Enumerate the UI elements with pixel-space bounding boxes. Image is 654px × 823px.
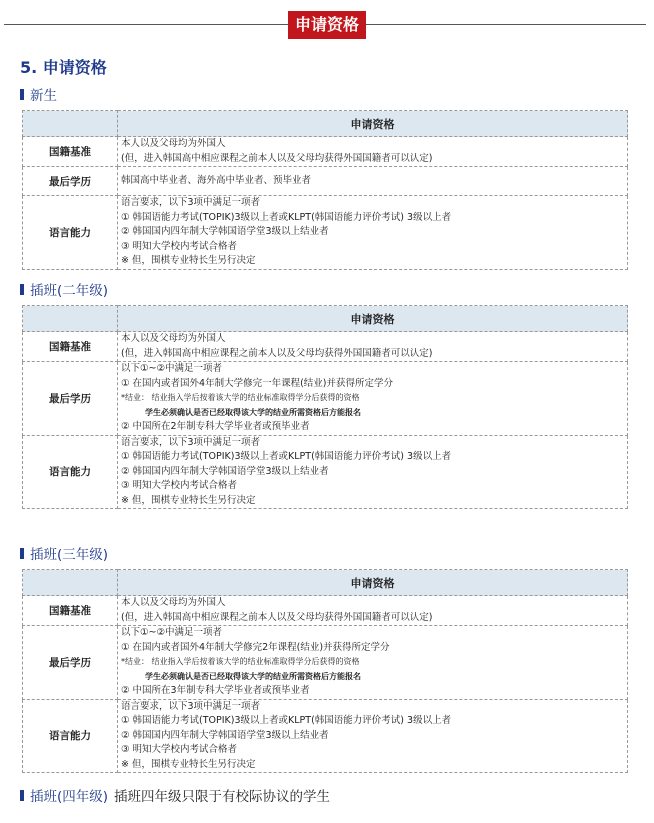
table-row [23, 167, 628, 196]
table-row [23, 196, 628, 270]
table-header: 申请资格 [118, 306, 628, 332]
cell-line: ① 在国内或者国外4年制大学修完一年课程(结业)并获得所定学分 [121, 377, 393, 389]
cell-line: (但，进入韩国高中相应课程之前本人以及父母均获得外国国籍者可以认定) [121, 152, 433, 164]
cell-line: ③ 明知大学校内考试合格者 [121, 480, 238, 491]
cell-line: (但，进入韩国高中相应课程之前本人以及父母均获得外国国籍者可以认定) [121, 347, 433, 359]
cell-line: ② 中国所在2年制专科大学毕业者或预毕业者 [121, 421, 310, 432]
cell-line: 韩国高中毕业者、海外高中毕业者、预毕业者 [121, 174, 312, 186]
cell-line: ② 中国所在3年制专科大学毕业者或预毕业者 [121, 685, 310, 696]
table-row [23, 332, 628, 362]
cell-line: ③ 明知大学校内考试合格者 [121, 240, 238, 252]
row-label: 国籍基准 [23, 137, 118, 167]
cell-line: 本人以及父母均为外国人 [121, 138, 226, 149]
cell-line: ② 韩国国内四年制大学韩国语学堂3级以上结业者 [121, 465, 329, 477]
cell-note: 学生必须确认是否已经取得该大学的结业所需资格后方能报名 [145, 671, 361, 681]
cell-line: ※ 但，围棋专业特长生另行决定 [121, 255, 256, 266]
cell-line: ① 韩国语能力考试(TOPIK)3级以上者或KLPT(韩国语能力评价考试) 3级以上者 [121, 715, 452, 726]
table-row [23, 596, 628, 626]
table-row [23, 699, 628, 773]
cell-line: 本人以及父母均为外国人 [121, 333, 226, 344]
requirements-table-transfer-year3 [22, 569, 628, 773]
cell-line: 以下①~②中满足一项者 [121, 627, 222, 638]
cell-line: 以下①~②中满足一项者 [121, 363, 222, 374]
table-row [23, 137, 628, 167]
cell-line: ① 韩国语能力考试(TOPIK)3级以上者或KLPT(韩国语能力评价考试) 3级以上者 [121, 211, 452, 223]
row-label: 国籍基准 [23, 596, 118, 626]
table-row [23, 362, 628, 436]
bullet-bar-icon [20, 284, 24, 295]
bullet-bar-icon [20, 790, 24, 801]
subsection-label: 插班(二年级) [30, 283, 109, 299]
cell-note: 学生必须确认是否已经取得该大学的结业所需资格后方能报名 [145, 407, 361, 417]
year4-note-text: 插班四年级只限于有校际协议的学生 [114, 789, 331, 805]
section-title: 5. 申请资格 [20, 58, 107, 77]
subsection-label: 插班(三年级) [30, 547, 109, 563]
cell-line: 本人以及父母均为外国人 [121, 597, 226, 608]
cell-note: *结业： 结业指入学后按着该大学的结业标准取得学分后获得的资格 [121, 657, 360, 666]
subsection-title-transfer-year4 [20, 785, 330, 805]
subsection-label: 插班(四年级) [30, 789, 109, 805]
row-label: 语言能力 [23, 435, 118, 509]
bullet-bar-icon [20, 89, 24, 100]
cell-note: *结业： 结业指入学后按着该大学的结业标准取得学分后获得的资格 [121, 393, 360, 402]
subsection-title-freshman [20, 84, 57, 104]
subsection-title-transfer-year2 [20, 279, 108, 299]
row-label: 语言能力 [23, 699, 118, 773]
row-label: 最后学历 [23, 362, 118, 436]
table-header: 申请资格 [118, 111, 628, 137]
subsection-title-transfer-year3 [20, 543, 108, 563]
table-row [23, 435, 628, 509]
cell-line: (但，进入韩国高中相应课程之前本人以及父母均获得外国国籍者可以认定) [121, 611, 433, 623]
cell-line: ③ 明知大学校内考试合格者 [121, 744, 238, 755]
cell-line: 语言要求，以下3项中满足一项者 [121, 436, 261, 448]
row-label: 国籍基准 [23, 332, 118, 362]
cell-line: ※ 但，围棋专业特长生另行决定 [121, 758, 256, 770]
cell-line: ② 韩国国内四年制大学韩国语学堂3级以上结业者 [121, 226, 329, 237]
row-label: 最后学历 [23, 626, 118, 700]
table-header: 申请资格 [118, 570, 628, 596]
bullet-bar-icon [20, 548, 24, 559]
cell-line: ① 在国内或者国外4年制大学修完2年课程(结业)并获得所定学分 [121, 641, 390, 653]
banner-title: 申请资格 [288, 11, 366, 39]
row-label: 最后学历 [23, 167, 118, 196]
cell-line: ① 韩国语能力考试(TOPIK)3级以上者或KLPT(韩国语能力评价考试) 3级以上者 [121, 451, 452, 462]
cell-line: 语言要求，以下3项中满足一项者 [121, 197, 261, 208]
cell-line: 语言要求，以下3项中满足一项者 [121, 700, 261, 712]
requirements-table-freshman [22, 110, 628, 270]
subsection-label: 新生 [30, 88, 57, 104]
table-row [23, 626, 628, 700]
cell-line: ※ 但，围棋专业特长生另行决定 [121, 494, 256, 506]
requirements-table-transfer-year2 [22, 305, 628, 509]
row-label: 语言能力 [23, 196, 118, 270]
cell-line: ② 韩国国内四年制大学韩国语学堂3级以上结业者 [121, 729, 329, 741]
